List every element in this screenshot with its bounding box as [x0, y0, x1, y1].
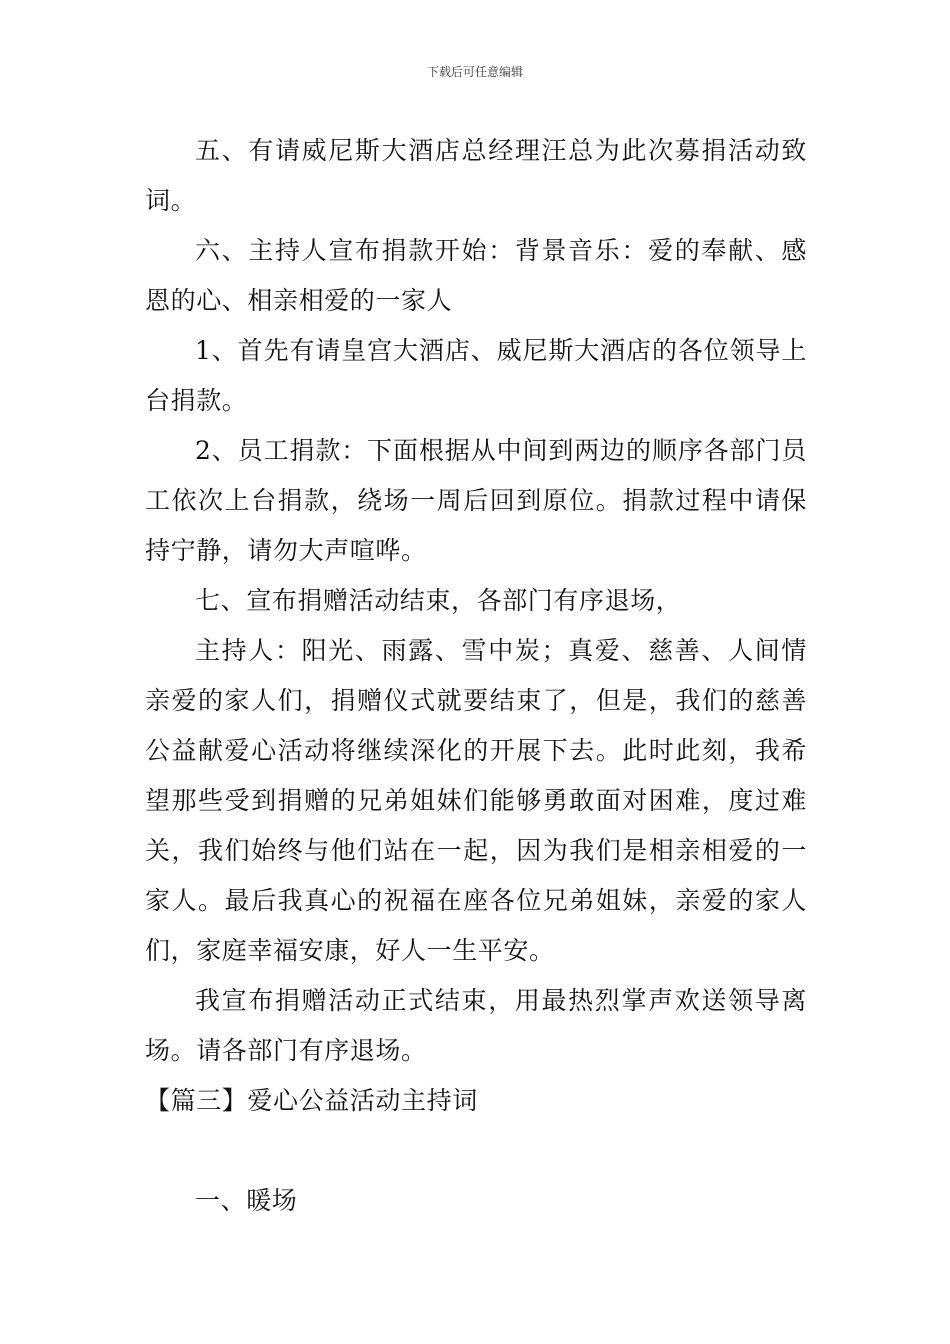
paragraph-official-end: 我宣布捐赠活动正式结束，用最热烈掌声欢送领导离场。请各部门有序退场。 [145, 986, 807, 1065]
subsection-heading: 一、暖场 [195, 1186, 298, 1215]
paragraph-donation-start: 六、主持人宣布捐款开始：背景音乐：爱的奉献、感恩的心、相亲相爱的一家人 [145, 236, 807, 315]
page-header-note: 下载后可任意编辑 [426, 65, 523, 79]
paragraph-host-closing: 主持人：阳光、雨露、雪中炭；真爱、慈善、人间情亲爱的家人们，捐赠仪式就要结束了，但是，我们的慈善公益献爱心活动将继续深化的开展下去。此时此刻，我希望那些受到捐赠的兄弟姐妹们能够勇敢面对困难，度过难关，我们始终与他们站在一起，因为我们是相亲相爱的一家人。最后我真心的祝福在座各位兄弟姐妹，亲爱的家人们，家庭幸福安康，好人一生平安。 [145, 636, 807, 965]
paragraph-event-end: 七、宣布捐赠活动结束，各部门有序退场， [195, 586, 682, 615]
document-body [145, 126, 807, 1226]
paragraph-speech-invitation: 五、有请威尼斯大酒店总经理汪总为此次募捐活动致词。 [145, 136, 807, 215]
section-spacer [145, 1126, 807, 1176]
paragraph-staff-donate: 2、员工捐款：下面根据从中间到两边的顺序各部门员工依次上台捐款，绕场一周后回到原位。捐款过程中请保持宁静，请勿大声喧哗。 [145, 436, 807, 565]
section-heading: 【篇三】爱心公益活动主持词 [145, 1086, 478, 1115]
paragraph-leaders-donate: 1、首先有请皇宫大酒店、威尼斯大酒店的各位领导上台捐款。 [145, 336, 807, 415]
